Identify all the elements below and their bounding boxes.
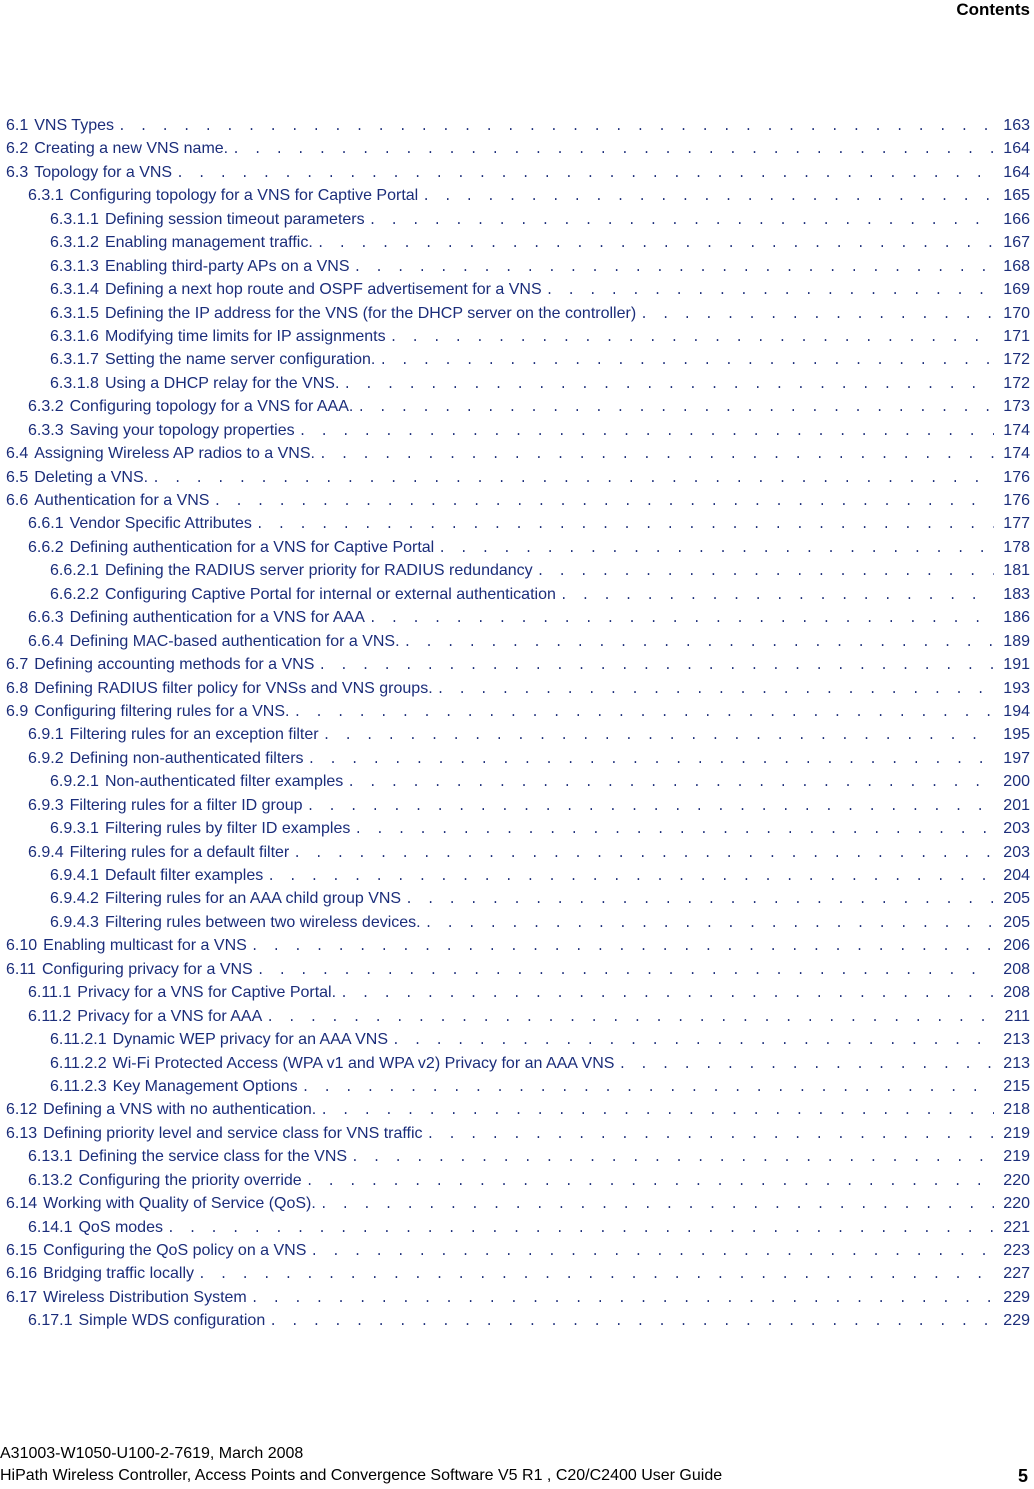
toc-entry-title: VNS Types bbox=[34, 117, 114, 134]
toc-entry-number: 6.13.1 bbox=[28, 1148, 73, 1166]
toc-entry-title: Setting the name server configuration. bbox=[104, 351, 376, 369]
toc-entry-title: Filtering rules for an exception filter bbox=[69, 726, 319, 744]
toc-entry-title: Wireless Distribution System bbox=[43, 1288, 247, 1306]
toc-entry-page: 208 bbox=[1003, 984, 1030, 1002]
toc-dot-leader bbox=[232, 142, 994, 157]
toc-entry-title: Authentication for a VNS bbox=[34, 492, 210, 509]
toc-entry-number: 6.11.2.1 bbox=[50, 1031, 107, 1049]
toc-entry[interactable] bbox=[6, 1078, 1030, 1101]
toc-entry-number: 6.9.2.1 bbox=[50, 773, 99, 791]
toc-entry[interactable] bbox=[6, 1289, 1030, 1312]
toc-entry[interactable] bbox=[6, 211, 1030, 234]
toc-entry-title: Bridging traffic locally bbox=[43, 1265, 195, 1283]
toc-entry-number: 6.13.2 bbox=[28, 1171, 73, 1189]
toc-entry-number: 6.6.2.2 bbox=[50, 585, 99, 603]
toc-entry[interactable] bbox=[6, 258, 1030, 281]
toc-entry-page: 227 bbox=[1003, 1265, 1030, 1283]
toc-dot-leader bbox=[318, 658, 994, 673]
toc-dot-leader bbox=[425, 916, 994, 931]
page-footer bbox=[0, 1445, 1034, 1489]
toc-entry-title: Filtering rules between two wireless devices. bbox=[104, 913, 421, 931]
toc-entry-page: 220 bbox=[1003, 1195, 1030, 1213]
toc-entry-page: 168 bbox=[1003, 257, 1030, 275]
toc-entry-number: 6.9.3 bbox=[28, 796, 64, 814]
toc-entry[interactable] bbox=[6, 1055, 1030, 1078]
toc-entry-page: 177 bbox=[1003, 515, 1030, 533]
toc-entry-title: Filtering rules for a default filter bbox=[69, 843, 290, 861]
toc-dot-leader bbox=[343, 377, 994, 392]
toc-entry-page: 193 bbox=[1003, 679, 1030, 697]
toc-entry-page: 172 bbox=[1003, 374, 1030, 392]
toc-entry-page: 211 bbox=[1004, 1007, 1030, 1025]
toc-dot-leader bbox=[213, 494, 994, 509]
toc-entry-page: 165 bbox=[1003, 187, 1030, 205]
toc-entry-title: Working with Quality of Service (QoS). bbox=[43, 1195, 316, 1213]
toc-entry-page: 169 bbox=[1003, 281, 1030, 299]
toc-entry-page: 164 bbox=[1003, 163, 1030, 181]
toc-dot-leader bbox=[310, 1244, 994, 1259]
toc-dot-leader bbox=[369, 611, 994, 626]
toc-dot-leader bbox=[269, 1314, 994, 1329]
toc-entry-title: Dynamic WEP privacy for an AAA VNS bbox=[112, 1031, 388, 1049]
table-of-contents bbox=[6, 117, 1030, 1336]
toc-dot-leader bbox=[118, 119, 994, 134]
toc-entry-page: 221 bbox=[1003, 1218, 1030, 1236]
toc-entry[interactable] bbox=[6, 328, 1030, 351]
toc-dot-leader bbox=[369, 213, 994, 228]
toc-entry-number: 6.8 bbox=[6, 679, 29, 697]
toc-entry-page: 204 bbox=[1003, 867, 1030, 884]
toc-entry-title: Defining authentication for a VNS for AAA bbox=[69, 609, 365, 627]
toc-dot-leader bbox=[299, 424, 994, 439]
toc-dot-leader bbox=[293, 846, 994, 861]
toc-entry[interactable] bbox=[6, 445, 1030, 468]
toc-entry-number: 6.3.1 bbox=[28, 187, 64, 205]
toc-entry-number: 6.11.2.2 bbox=[50, 1054, 107, 1072]
toc-dot-leader bbox=[176, 166, 994, 181]
toc-entry[interactable] bbox=[6, 117, 1030, 140]
toc-entry-page: 229 bbox=[1003, 1288, 1030, 1306]
toc-entry-number: 6.11.2 bbox=[28, 1007, 72, 1025]
toc-entry-page: 213 bbox=[1003, 1031, 1030, 1049]
toc-dot-leader bbox=[152, 471, 994, 486]
toc-dot-leader bbox=[404, 635, 994, 650]
toc-entry-number: 6.6.2.1 bbox=[50, 562, 99, 580]
toc-entry-page: 201 bbox=[1003, 796, 1030, 814]
toc-entry-number: 6.1 bbox=[6, 117, 29, 134]
toc-entry-page: 215 bbox=[1003, 1077, 1030, 1095]
toc-entry-number: 6.6.4 bbox=[28, 632, 64, 650]
toc-entry[interactable] bbox=[6, 515, 1030, 538]
toc-entry-page: 183 bbox=[1003, 585, 1030, 603]
toc-entry-title: Using a DHCP relay for the VNS. bbox=[104, 374, 340, 392]
toc-entry-title: Defining the RADIUS server priority for RADIUS redundancy bbox=[104, 562, 533, 580]
toc-entry-number: 6.12 bbox=[6, 1101, 38, 1119]
toc-entry-number: 6.6.3 bbox=[28, 609, 64, 627]
toc-entry-number: 6.9 bbox=[6, 702, 29, 720]
toc-entry-number: 6.3.1.7 bbox=[50, 351, 99, 369]
toc-entry-title: Defining MAC-based authentication for a VNS. bbox=[69, 632, 400, 650]
toc-dot-leader bbox=[308, 752, 994, 767]
toc-entry[interactable] bbox=[6, 1265, 1030, 1288]
toc-dot-leader bbox=[379, 353, 994, 368]
toc-entry[interactable] bbox=[6, 1172, 1030, 1195]
toc-entry-title: Vendor Specific Attributes bbox=[69, 515, 252, 533]
toc-entry-title: Configuring filtering rules for a VNS. bbox=[34, 702, 290, 720]
toc-entry[interactable] bbox=[6, 726, 1030, 749]
toc-entry-page: 176 bbox=[1003, 468, 1030, 486]
toc-entry[interactable] bbox=[6, 234, 1030, 257]
footer-page-number: 5 bbox=[1017, 1466, 1028, 1486]
toc-entry-number: 6.2 bbox=[6, 140, 29, 158]
toc-entry-number: 6.6.1 bbox=[28, 515, 64, 533]
toc-entry-page: 205 bbox=[1003, 913, 1030, 931]
toc-entry-number: 6.5 bbox=[6, 468, 29, 486]
toc-entry-number: 6.3.1.3 bbox=[50, 257, 99, 275]
toc-entry-title: Configuring the priority override bbox=[78, 1171, 302, 1189]
toc-entry[interactable] bbox=[6, 351, 1030, 374]
toc-dot-leader bbox=[320, 1103, 994, 1118]
toc-entry-number: 6.9.3.1 bbox=[50, 820, 99, 838]
toc-entry-page: 219 bbox=[1003, 1148, 1030, 1166]
toc-entry[interactable] bbox=[6, 375, 1030, 398]
toc-entry[interactable] bbox=[6, 398, 1030, 421]
toc-entry[interactable] bbox=[6, 281, 1030, 304]
toc-entry-title: Defining a next hop route and OSPF advertisement for a VNS bbox=[104, 281, 542, 299]
toc-dot-leader bbox=[390, 330, 994, 345]
toc-entry-title: Filtering rules for an AAA child group VNS bbox=[104, 890, 402, 908]
toc-entry[interactable] bbox=[6, 773, 1030, 796]
toc-entry[interactable] bbox=[6, 609, 1030, 632]
toc-entry-title: Defining priority level and service class for VNS traffic bbox=[43, 1124, 423, 1142]
toc-dot-leader bbox=[319, 447, 994, 462]
toc-entry[interactable] bbox=[6, 562, 1030, 585]
toc-dot-leader bbox=[251, 939, 994, 954]
toc-entry-title: Defining the IP address for the VNS (for the DHCP server on the controller) bbox=[104, 304, 637, 322]
toc-dot-leader bbox=[354, 260, 994, 275]
toc-entry-title: Modifying time limits for IP assignments bbox=[104, 327, 386, 345]
toc-entry-page: 197 bbox=[1003, 749, 1030, 767]
toc-entry-page: 172 bbox=[1003, 351, 1030, 369]
toc-entry-title: Filtering rules for a filter ID group bbox=[69, 796, 303, 814]
toc-entry-number: 6.3 bbox=[6, 163, 29, 181]
toc-dot-leader bbox=[251, 1291, 994, 1306]
toc-dot-leader bbox=[546, 283, 994, 298]
toc-entry[interactable] bbox=[6, 539, 1030, 562]
toc-entry-title: Defining session timeout parameters bbox=[104, 210, 365, 228]
toc-dot-leader bbox=[302, 1080, 994, 1095]
toc-entry[interactable] bbox=[6, 914, 1030, 937]
toc-dot-leader bbox=[357, 400, 994, 415]
page-header-title: Contents bbox=[956, 0, 1030, 19]
toc-entry-number: 6.9.4.1 bbox=[50, 867, 99, 884]
toc-entry-number: 6.3.2 bbox=[28, 398, 64, 416]
toc-dot-leader bbox=[618, 1057, 994, 1072]
toc-dot-leader bbox=[257, 963, 994, 978]
toc-dot-leader bbox=[438, 541, 994, 556]
toc-entry-title: Non-authenticated filter examples bbox=[104, 773, 344, 791]
toc-entry-number: 6.17.1 bbox=[28, 1312, 73, 1330]
toc-entry-title: Defining a VNS with no authentication. bbox=[43, 1101, 317, 1119]
toc-entry[interactable] bbox=[6, 164, 1030, 187]
toc-entry-number: 6.3.1.6 bbox=[50, 327, 99, 345]
toc-entry-number: 6.16 bbox=[6, 1265, 38, 1283]
toc-dot-leader bbox=[347, 775, 994, 790]
toc-entry-number: 6.3.3 bbox=[28, 421, 64, 439]
toc-entry-title: Enabling third-party APs on a VNS bbox=[104, 257, 350, 275]
toc-entry-number: 6.9.4.3 bbox=[50, 913, 99, 931]
toc-entry-title: Deleting a VNS. bbox=[34, 468, 149, 486]
toc-entry[interactable] bbox=[6, 844, 1030, 867]
toc-entry-page: 186 bbox=[1003, 609, 1030, 627]
toc-dot-leader bbox=[307, 799, 994, 814]
toc-dot-leader bbox=[537, 564, 994, 579]
toc-entry-number: 6.3.1.5 bbox=[50, 304, 99, 322]
toc-entry-number: 6.3.1.2 bbox=[50, 234, 99, 252]
toc-entry[interactable] bbox=[6, 469, 1030, 492]
toc-entry[interactable] bbox=[6, 750, 1030, 773]
toc-entry-number: 6.9.2 bbox=[28, 749, 64, 767]
toc-entry-page: 220 bbox=[1003, 1171, 1030, 1189]
toc-entry[interactable] bbox=[6, 633, 1030, 656]
toc-entry-title: Defining the service class for the VNS bbox=[78, 1148, 348, 1166]
toc-entry-page: 174 bbox=[1003, 421, 1030, 439]
toc-entry-page: 203 bbox=[1003, 820, 1030, 838]
toc-entry-number: 6.9.4.2 bbox=[50, 890, 99, 908]
toc-entry[interactable] bbox=[6, 1312, 1030, 1335]
toc-entry-title: Configuring Captive Portal for internal or external authentication bbox=[104, 585, 556, 603]
toc-entry-page: 213 bbox=[1003, 1054, 1030, 1072]
toc-entry[interactable] bbox=[6, 680, 1030, 703]
toc-entry[interactable] bbox=[6, 1125, 1030, 1148]
toc-entry-title: Configuring privacy for a VNS bbox=[41, 960, 253, 978]
toc-entry-page: 191 bbox=[1003, 656, 1030, 674]
toc-dot-leader bbox=[427, 1127, 994, 1142]
footer-document-id: A31003-W1050-U100-2-7619, March 2008 bbox=[0, 1445, 304, 1462]
toc-entry-title: Configuring the QoS policy on a VNS bbox=[43, 1242, 307, 1259]
toc-entry[interactable] bbox=[6, 1101, 1030, 1124]
toc-entry-number: 6.4 bbox=[6, 445, 29, 463]
toc-entry-number: 6.6 bbox=[6, 492, 29, 509]
toc-entry-title: Default filter examples bbox=[104, 867, 264, 884]
toc-entry[interactable] bbox=[6, 820, 1030, 843]
toc-entry-page: 174 bbox=[1003, 445, 1030, 463]
toc-entry-title: Defining non-authenticated filters bbox=[69, 749, 304, 767]
toc-entry-page: 164 bbox=[1003, 140, 1030, 158]
toc-entry-number: 6.6.2 bbox=[28, 538, 64, 556]
toc-entry-title: Wi-Fi Protected Access (WPA v1 and WPA v2) Privacy for an AAA VNS bbox=[112, 1054, 615, 1072]
toc-entry[interactable] bbox=[6, 984, 1030, 1007]
toc-dot-leader bbox=[317, 236, 994, 251]
toc-entry-number: 6.14.1 bbox=[28, 1218, 73, 1236]
toc-entry-number: 6.14 bbox=[6, 1195, 38, 1213]
toc-entry-title: QoS modes bbox=[78, 1218, 163, 1236]
toc-entry-title: Defining authentication for a VNS for Captive Portal bbox=[69, 538, 435, 556]
toc-entry-number: 6.9.4 bbox=[28, 843, 64, 861]
toc-entry[interactable] bbox=[6, 586, 1030, 609]
toc-dot-leader bbox=[267, 869, 994, 884]
toc-entry-number: 6.13 bbox=[6, 1124, 38, 1142]
toc-entry-page: 176 bbox=[1003, 492, 1030, 509]
toc-dot-leader bbox=[306, 1174, 994, 1189]
toc-dot-leader bbox=[340, 986, 994, 1001]
toc-entry[interactable] bbox=[6, 1242, 1030, 1265]
toc-entry-title: Topology for a VNS bbox=[34, 163, 173, 181]
toc-entry-title: Configuring topology for a VNS for Captive Portal bbox=[69, 187, 419, 205]
toc-entry-number: 6.3.1.4 bbox=[50, 281, 99, 299]
toc-entry[interactable] bbox=[6, 492, 1030, 515]
toc-entry-page: 166 bbox=[1003, 210, 1030, 228]
toc-entry-number: 6.7 bbox=[6, 656, 29, 674]
toc-entry-page: 200 bbox=[1003, 773, 1030, 791]
toc-entry-title: Defining accounting methods for a VNS bbox=[34, 656, 315, 674]
toc-entry[interactable] bbox=[6, 656, 1030, 679]
toc-entry[interactable] bbox=[6, 140, 1030, 163]
toc-entry[interactable] bbox=[6, 1031, 1030, 1054]
toc-entry-page: 178 bbox=[1003, 538, 1030, 556]
toc-entry-page: 194 bbox=[1003, 702, 1030, 720]
toc-entry-number: 6.3.1.8 bbox=[50, 374, 99, 392]
toc-dot-leader bbox=[392, 1033, 994, 1048]
toc-entry-number: 6.11.1 bbox=[28, 984, 72, 1002]
toc-dot-leader bbox=[256, 517, 994, 532]
toc-dot-leader bbox=[422, 189, 994, 204]
toc-entry[interactable] bbox=[6, 867, 1030, 890]
toc-dot-leader bbox=[323, 728, 994, 743]
toc-entry-page: 189 bbox=[1003, 632, 1030, 650]
toc-entry-page: 167 bbox=[1003, 234, 1030, 252]
toc-dot-leader bbox=[354, 822, 994, 837]
toc-entry-number: 6.11 bbox=[6, 960, 36, 978]
toc-entry[interactable] bbox=[6, 1008, 1030, 1031]
toc-entry[interactable] bbox=[6, 703, 1030, 726]
toc-dot-leader bbox=[560, 588, 994, 603]
toc-entry-page: 219 bbox=[1003, 1124, 1030, 1142]
toc-entry[interactable] bbox=[6, 422, 1030, 445]
toc-dot-leader bbox=[293, 705, 994, 720]
toc-entry-page: 229 bbox=[1003, 1312, 1030, 1330]
toc-entry-title: Privacy for a VNS for AAA bbox=[77, 1007, 263, 1025]
toc-dot-leader bbox=[198, 1267, 994, 1282]
toc-entry-title: Creating a new VNS name. bbox=[34, 140, 229, 158]
toc-entry-title: Enabling multicast for a VNS bbox=[43, 937, 247, 955]
toc-entry-title: Saving your topology properties bbox=[69, 421, 295, 439]
toc-entry[interactable] bbox=[6, 305, 1030, 328]
toc-entry[interactable] bbox=[6, 797, 1030, 820]
toc-entry-title: Configuring topology for a VNS for AAA. bbox=[69, 398, 354, 416]
toc-entry[interactable] bbox=[6, 187, 1030, 210]
toc-entry-title: Privacy for a VNS for Captive Portal. bbox=[77, 984, 337, 1002]
toc-entry[interactable] bbox=[6, 1148, 1030, 1171]
toc-entry-number: 6.3.1.1 bbox=[50, 210, 99, 228]
toc-entry-number: 6.15 bbox=[6, 1242, 38, 1259]
toc-entry-page: 205 bbox=[1003, 890, 1030, 908]
toc-entry-title: Simple WDS configuration bbox=[78, 1312, 266, 1330]
toc-entry-page: 203 bbox=[1003, 843, 1030, 861]
toc-entry[interactable] bbox=[6, 937, 1030, 960]
toc-entry-title: Filtering rules by filter ID examples bbox=[104, 820, 351, 838]
toc-entry-page: 195 bbox=[1003, 726, 1030, 744]
toc-entry-page: 171 bbox=[1003, 327, 1030, 345]
toc-dot-leader bbox=[640, 307, 994, 322]
toc-entry[interactable] bbox=[6, 1219, 1030, 1242]
toc-entry-number: 6.11.2.3 bbox=[50, 1077, 107, 1095]
toc-entry-page: 223 bbox=[1003, 1242, 1030, 1259]
toc-dot-leader bbox=[351, 1150, 994, 1165]
toc-entry-number: 6.17 bbox=[6, 1288, 38, 1306]
toc-entry[interactable] bbox=[6, 890, 1030, 913]
toc-dot-leader bbox=[405, 892, 994, 907]
toc-entry-page: 218 bbox=[1003, 1101, 1030, 1119]
footer-document-title: HiPath Wireless Controller, Access Points and Convergence Software V5 R1 , C20/C2400 User Guide bbox=[0, 1467, 723, 1484]
toc-dot-leader bbox=[437, 682, 994, 697]
toc-dot-leader bbox=[266, 1010, 994, 1025]
toc-entry-page: 173 bbox=[1003, 398, 1030, 416]
toc-entry-page: 181 bbox=[1003, 562, 1030, 580]
toc-entry-page: 170 bbox=[1003, 304, 1030, 322]
toc-entry[interactable] bbox=[6, 1195, 1030, 1218]
toc-entry-title: Defining RADIUS filter policy for VNSs and VNS groups. bbox=[34, 679, 433, 697]
toc-dot-leader bbox=[320, 1197, 994, 1212]
toc-entry[interactable] bbox=[6, 961, 1030, 984]
toc-entry-title: Assigning Wireless AP radios to a VNS. bbox=[34, 445, 315, 463]
toc-dot-leader bbox=[167, 1221, 994, 1236]
toc-entry-page: 208 bbox=[1003, 960, 1030, 978]
toc-entry-title: Key Management Options bbox=[112, 1077, 298, 1095]
toc-entry-page: 206 bbox=[1003, 937, 1030, 955]
toc-entry-number: 6.9.1 bbox=[28, 726, 64, 744]
toc-entry-title: Enabling management traffic. bbox=[104, 234, 313, 252]
toc-entry-page: 163 bbox=[1003, 117, 1030, 134]
toc-entry-number: 6.10 bbox=[6, 937, 38, 955]
